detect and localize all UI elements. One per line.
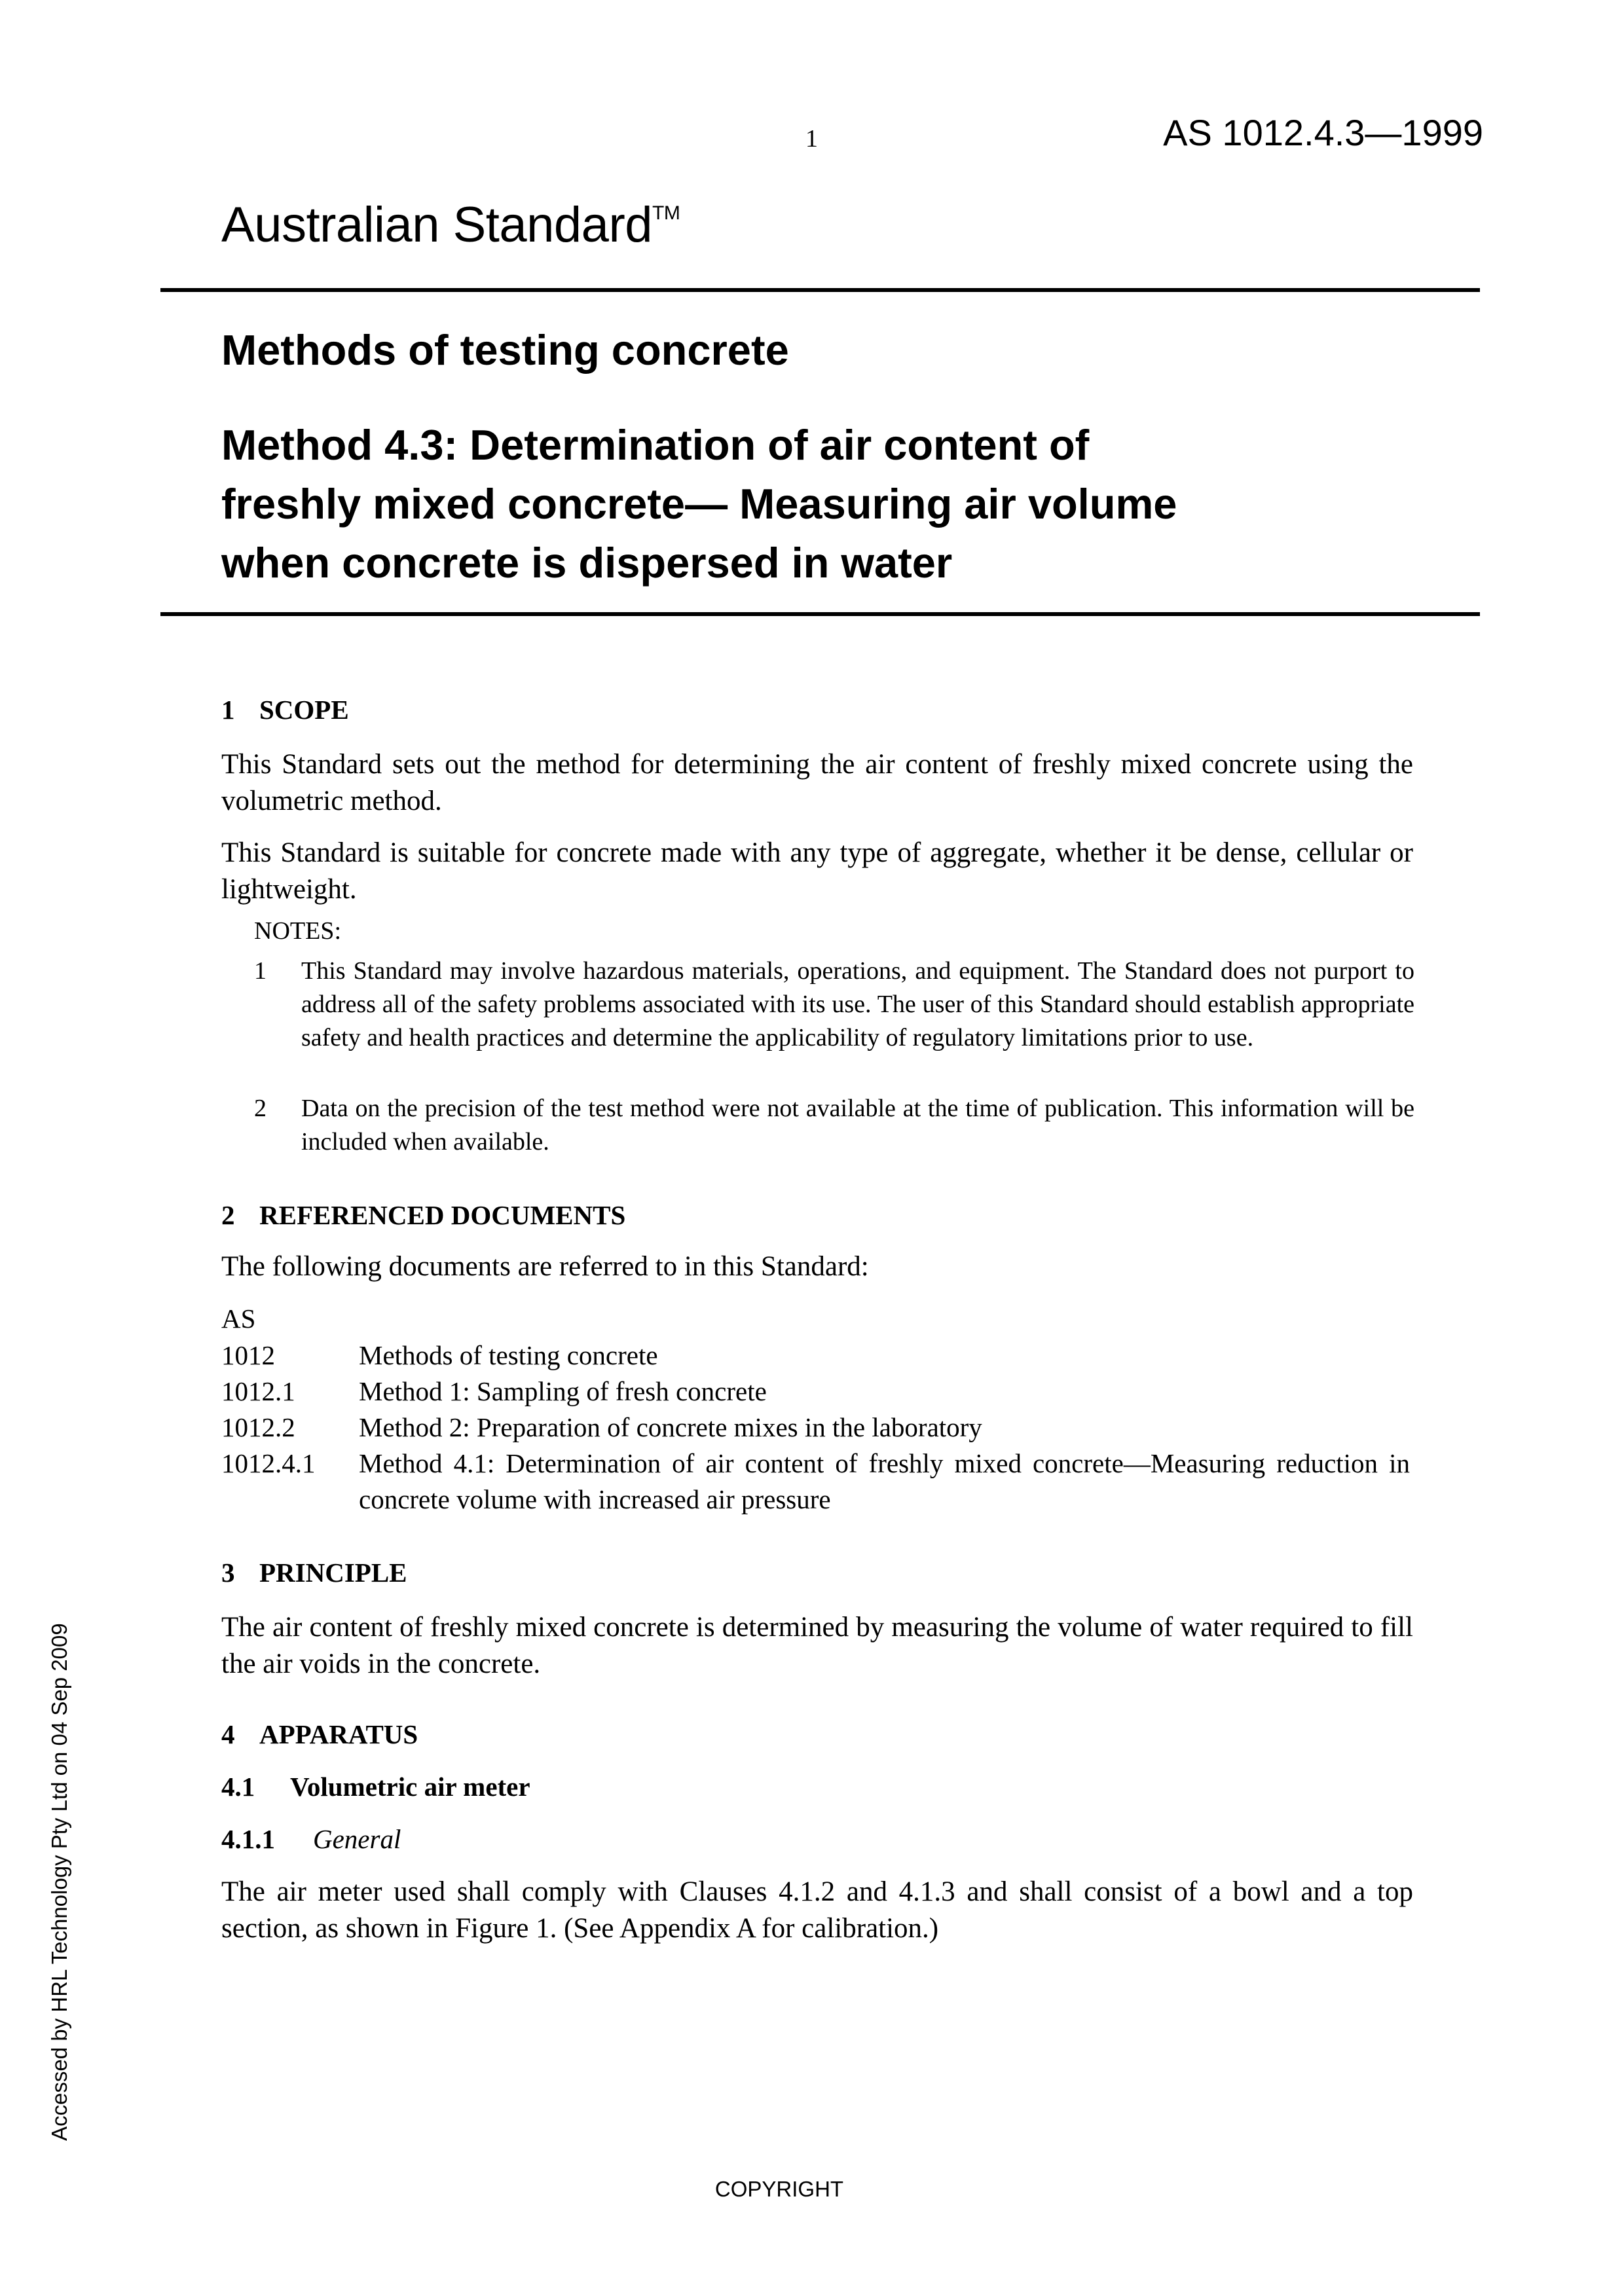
principle-paragraph: The air content of freshly mixed concrete is determined by measuring the volume of water required to fill the air voids in the concrete. [221,1612,1413,1679]
subsection-number: 4.1 [221,1772,255,1802]
document-code: 1012.1 [221,1376,295,1406]
method-title-line: freshly mixed concrete— Measuring air volume [221,480,1177,528]
standard-code: AS 1012.4.3—1999 [1163,112,1483,153]
section-heading-scope [221,694,349,725]
document-title: Method 4.1: Determination of air content of freshly mixed concrete—Measuring reduction in concrete volume with increased air pressure [359,1448,1410,1514]
method-title-line: Method 4.3: Determination of air content of [221,421,1090,469]
section-number: 1 [221,695,235,725]
section-heading-principle [221,1557,407,1588]
note-text: Data on the precision of the test method were not available at the time of publication. This information will be included when available. [301,1095,1414,1156]
document-title: Method 1: Sampling of fresh concrete [359,1376,767,1406]
subsection-heading [221,1771,530,1802]
section-heading-referenced [221,1199,625,1231]
trademark-mark: TM [652,202,680,224]
section-title: SCOPE [259,695,349,725]
apparatus-paragraph: The air meter used shall comply with Clauses 4.1.2 and 4.1.3 and shall consist of a bowl and a top section, as shown in Figure 1. (See Appendix A for calibration.) [221,1876,1413,1944]
copyright-footer: COPYRIGHT [714,2177,844,2201]
subsubsection-title: General [313,1824,401,1854]
section-title: APPARATUS [259,1719,418,1749]
scope-paragraph: This Standard is suitable for concrete made with any type of aggregate, whether it be dense, cellular or lightweight. [221,837,1413,905]
document-title: Methods of testing concrete [359,1340,658,1370]
subsubsection-number: 4.1.1 [221,1824,275,1854]
brand-title [221,196,680,253]
document-code: 1012 [221,1340,275,1370]
notes-label: NOTES: [254,917,341,945]
section-title: PRINCIPLE [259,1558,407,1588]
top-rule [160,288,1480,292]
note-text: This Standard may involve hazardous materials, operations, and equipment. The Standard does not purport to address all of the safety problems associated with its use. The user of this Standard should establish appropriate safety and health practices and determine the applicability of regulatory limitations prior to use. [301,957,1414,1051]
subsubsection-heading [221,1823,401,1855]
section-number: 3 [221,1558,235,1588]
title-rule [160,612,1480,616]
section-number: 4 [221,1719,235,1749]
scope-paragraph: This Standard sets out the method for determining the air content of freshly mixed concrete using the volumetric method. [221,749,1413,816]
document-code: 1012.4.1 [221,1448,316,1478]
note-number: 2 [254,1095,267,1122]
subsection-title: Volumetric air meter [290,1772,530,1802]
method-title [221,416,1466,592]
method-title-line: when concrete is dispersed in water [221,539,953,587]
section-title: REFERENCED DOCUMENTS [259,1200,626,1230]
brand-name: Australian Standard [221,197,653,253]
main-title: Methods of testing concrete [221,326,789,374]
referenced-intro: The following documents are referred to in this Standard: [221,1251,869,1282]
note-number: 1 [254,957,267,985]
page-number: 1 [805,125,818,153]
access-side-note: Accessed by HRL Technology Pty Ltd on 04 Sep 2009 [47,1623,71,2141]
referenced-group-label: AS [221,1303,256,1334]
section-number: 2 [221,1200,235,1230]
document-title: Method 2: Preparation of concrete mixes in the laboratory [359,1412,982,1442]
section-heading-apparatus [221,1719,418,1750]
document-code: 1012.2 [221,1412,295,1442]
